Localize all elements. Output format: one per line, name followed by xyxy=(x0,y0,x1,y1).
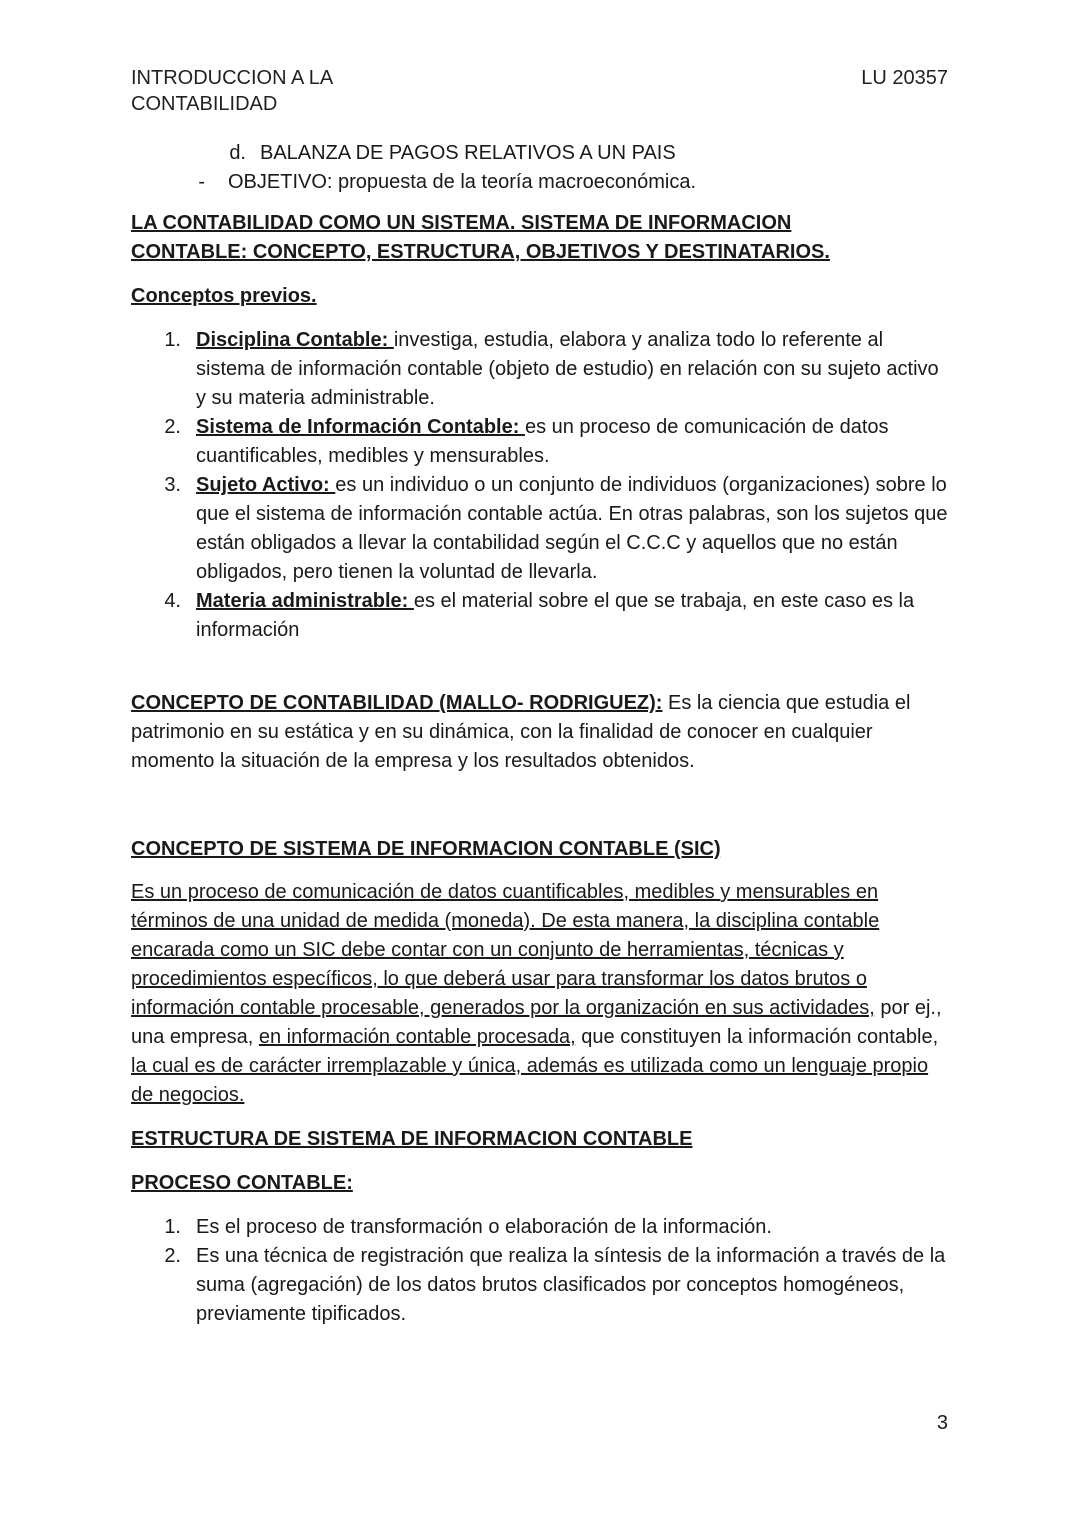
term: Sujeto Activo: xyxy=(196,474,336,496)
process-list xyxy=(131,1213,951,1329)
header-code: LU 20357 xyxy=(861,67,948,89)
list-item xyxy=(131,1242,951,1329)
page-number: 3 xyxy=(936,1412,948,1434)
list-item-text: Es una técnica de registración que realiza la síntesis de la información a través de la suma (agregación) de los datos brutos clasificados por conceptos homogéneos, previamente tipificados. xyxy=(196,1245,946,1325)
structure-title: ESTRUCTURA DE SISTEMA DE INFORMACION CONTABLE xyxy=(131,1128,693,1150)
dash-marker: - xyxy=(198,171,205,193)
section-title-line2: CONTABLE: CONCEPTO, ESTRUCTURA, OBJETIVOS Y DESTINATARIOS. xyxy=(131,241,830,263)
list-item-text: BALANZA DE PAGOS RELATIVOS A UN PAIS xyxy=(260,142,676,164)
definition: investiga, estudia, elabora y analiza todo lo referente al sistema de información contable (objeto de estudio) en relación con su sujeto activo y su materia administrable. xyxy=(196,329,939,409)
section-title-line1: LA CONTABILIDAD COMO UN SISTEMA. SISTEMA DE INFORMACION xyxy=(131,212,792,234)
list-number: 1. xyxy=(164,1216,181,1238)
sic-text-underlined: Es un proceso de comunicación de datos cuantificables, medibles y mensurables en términos de una unidad de medida (moneda). De esta manera, la disciplina contable encarada como un SIC debe contar con un conjunto de herramientas, técnicas y procedimientos específicos, lo que deberá usar para transformar los datos brutos o información contable procesable, generados por la organización en sus actividades, xyxy=(131,881,880,1019)
document-body xyxy=(131,139,951,1329)
list-number: 3. xyxy=(164,474,181,496)
definition: es el material sobre el que se trabaja, en este caso es la información xyxy=(196,590,915,641)
definition: es un proceso de comunicación de datos cuantificables, medibles y mensurables. xyxy=(196,416,889,467)
list-item xyxy=(131,1213,951,1242)
sic-text-underlined: la cual es de carácter irremplazable y única, además es utilizada como un lenguaje propio de negocios. xyxy=(131,1055,929,1106)
list-number: 2. xyxy=(164,416,181,438)
sic-text-underlined: en información contable procesada, xyxy=(258,1026,576,1048)
list-item xyxy=(131,587,951,645)
concept-text: Es la ciencia que estudia el patrimonio en su estática y en su dinámica, con la finalidad de conocer en cualquier momento la situación de la empresa y los resultados obtenidos. xyxy=(131,692,911,772)
header-course-title xyxy=(131,65,451,117)
term: Materia administrable: xyxy=(196,590,414,612)
term: Sistema de Información Contable: xyxy=(196,416,525,438)
list-item xyxy=(131,326,951,413)
list-item xyxy=(131,413,951,471)
list-number: 4. xyxy=(164,590,181,612)
header-course-line2: CONTABILIDAD xyxy=(131,93,278,115)
section-title xyxy=(131,209,951,267)
concept-paragraph xyxy=(131,689,951,776)
sic-text-plain: por ej., una empresa, xyxy=(131,997,942,1048)
process-title: PROCESO CONTABLE: xyxy=(131,1172,353,1194)
list-item-text: Es el proceso de transformación o elaboración de la información. xyxy=(196,1216,772,1238)
list-number: 2. xyxy=(164,1245,181,1267)
header-course-line1: INTRODUCCION A LA xyxy=(131,67,334,89)
sic-title: CONCEPTO DE SISTEMA DE INFORMACION CONTABLE (SIC) xyxy=(131,838,721,860)
definition: es un individuo o un conjunto de individuos (organizaciones) sobre lo que el sistema de información contable actúa. En otras palabras, son los sujetos que están obligados a llevar la contabilidad según el C.C.C y aquellos que no están obligados, pero tienen la voluntad de llevarla. xyxy=(196,474,948,583)
list-item xyxy=(131,139,951,168)
list-number: 1. xyxy=(164,329,181,351)
sic-paragraph xyxy=(131,878,951,1110)
sic-text-plain: que constituyen la información contable, xyxy=(575,1026,939,1048)
concept-title: CONCEPTO DE CONTABILIDAD (MALLO- RODRIGUEZ): xyxy=(131,692,663,714)
concept-list xyxy=(131,326,951,645)
subsection-title: Conceptos previos. xyxy=(131,285,317,307)
list-marker: d. xyxy=(229,142,246,164)
objective-line xyxy=(131,168,951,197)
list-item xyxy=(131,471,951,587)
term: Disciplina Contable: xyxy=(196,329,394,351)
objective-text: OBJETIVO: propuesta de la teoría macroeconómica. xyxy=(228,171,696,193)
